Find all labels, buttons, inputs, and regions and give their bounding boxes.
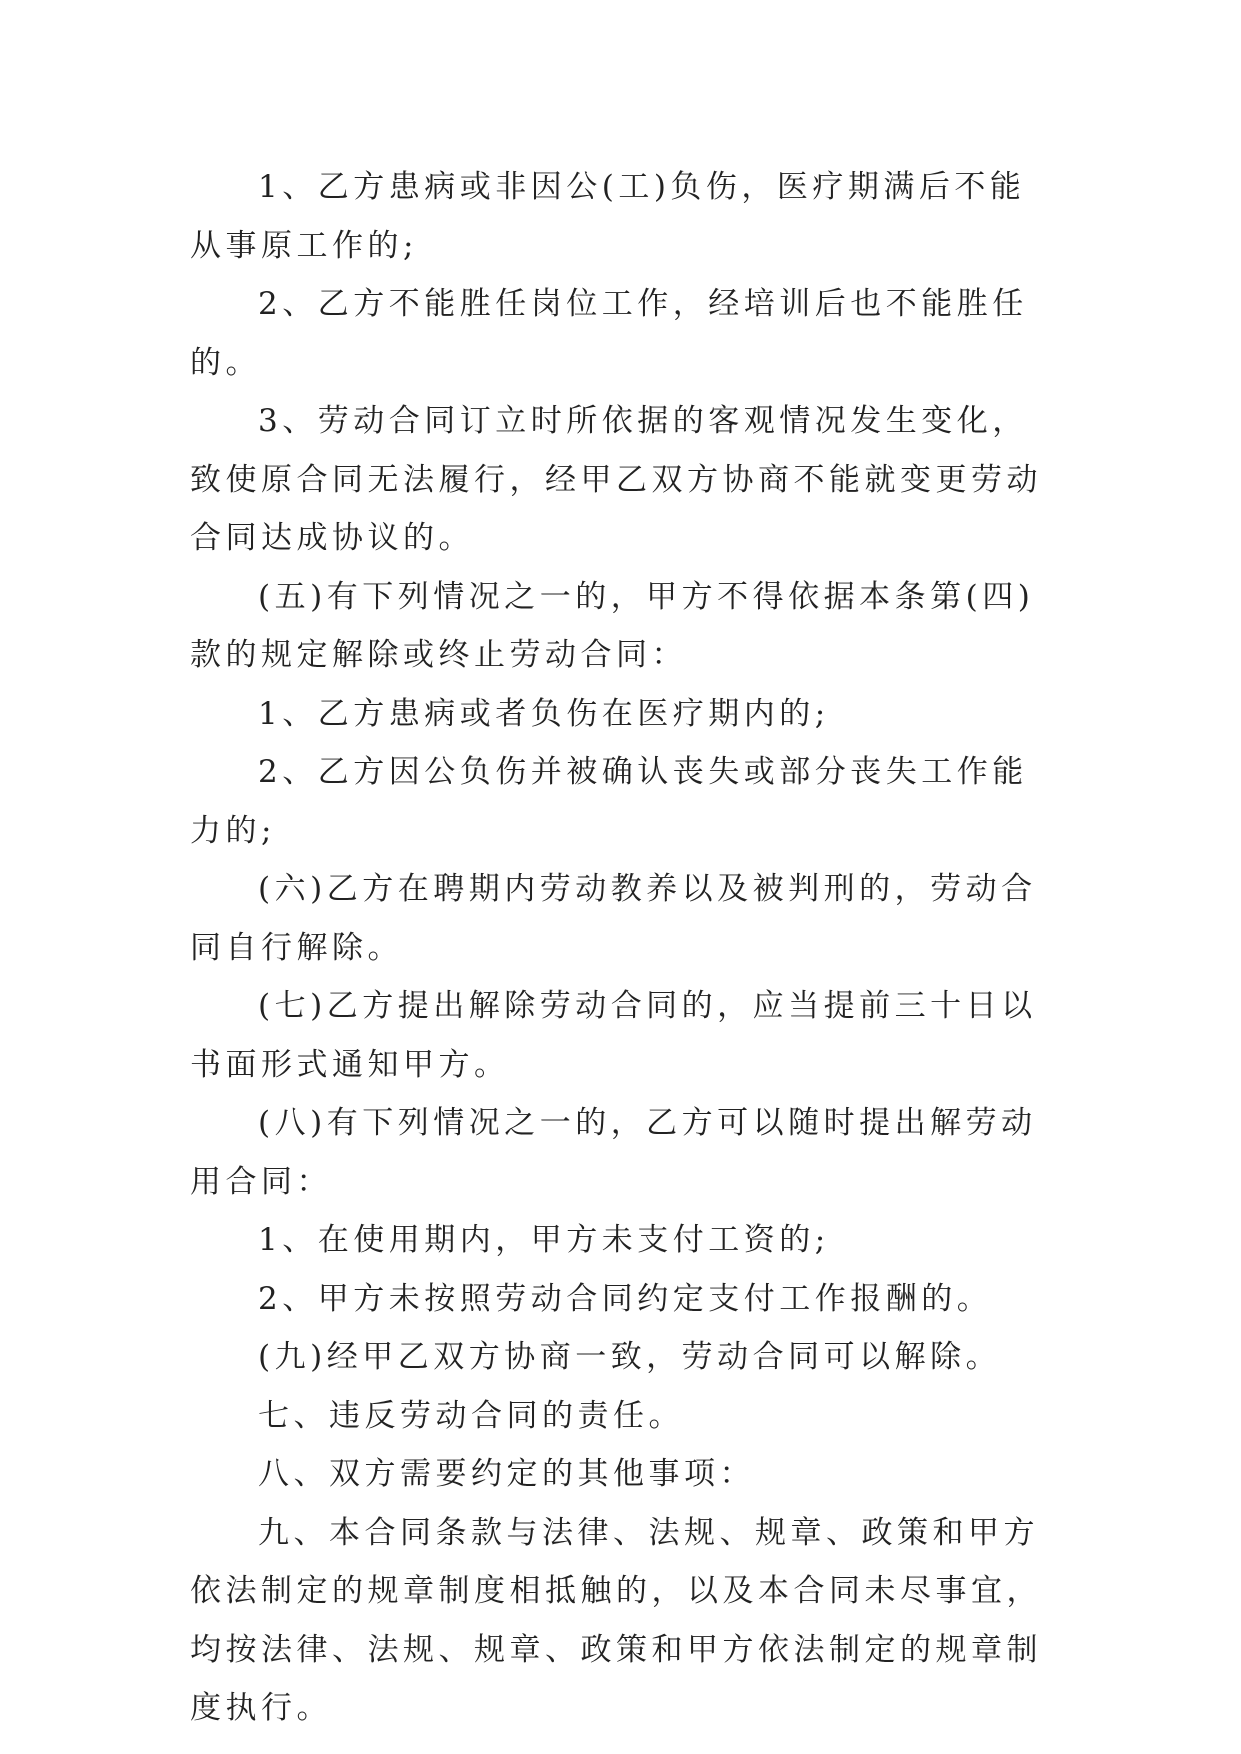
paragraph: (五)有下列情况之一的，甲方不得依据本条第(四)款的规定解除或终止劳动合同： [190,578,1035,673]
paragraph: (六)乙方在聘期内劳动教养以及被判刑的，劳动合同自行解除。 [190,871,1037,966]
paragraph: 3、劳动合同订立时所依据的客观情况发生变化，致使原合同无法履行，经甲乙双方协商不能就变更劳动合同达成协议的。 [190,403,1042,556]
paragraph: 九、本合同条款与法律、法规、规章、政策和甲方依法制定的规章制度相抵触的，以及本合同未尽事宜，均按法律、法规、规章、政策和甲方依法制定的规章制度执行。 [190,1514,1042,1726]
paragraph: (七)乙方提出解除劳动合同的，应当提前三十日以书面形式通知甲方。 [190,988,1037,1083]
paragraph: 2、甲方未按照劳动合同约定支付工作报酬的。 [258,1280,993,1317]
paragraph: 2、乙方不能胜任岗位工作，经培训后也不能胜任的。 [190,286,1028,381]
paragraph: (八)有下列情况之一的，乙方可以随时提出解劳动用合同： [190,1105,1037,1200]
paragraph: 1、乙方患病或非因公(工)负伤，医疗期满后不能从事原工作的; [190,169,1026,264]
document-page [190,158,1058,1738]
paragraph: 1、在使用期内，甲方未支付工资的; [258,1222,830,1258]
paragraph: 七、违反劳动合同的责任。 [258,1397,684,1434]
paragraph: 八、双方需要约定的其他事项： [258,1456,755,1492]
paragraph: (九)经甲乙双方协商一致，劳动合同可以解除。 [258,1339,1002,1375]
paragraph: 1、乙方患病或者负伤在医疗期内的; [258,695,830,732]
paragraph: 2、乙方因公负伤并被确认丧失或部分丧失工作能力的; [190,754,1028,849]
